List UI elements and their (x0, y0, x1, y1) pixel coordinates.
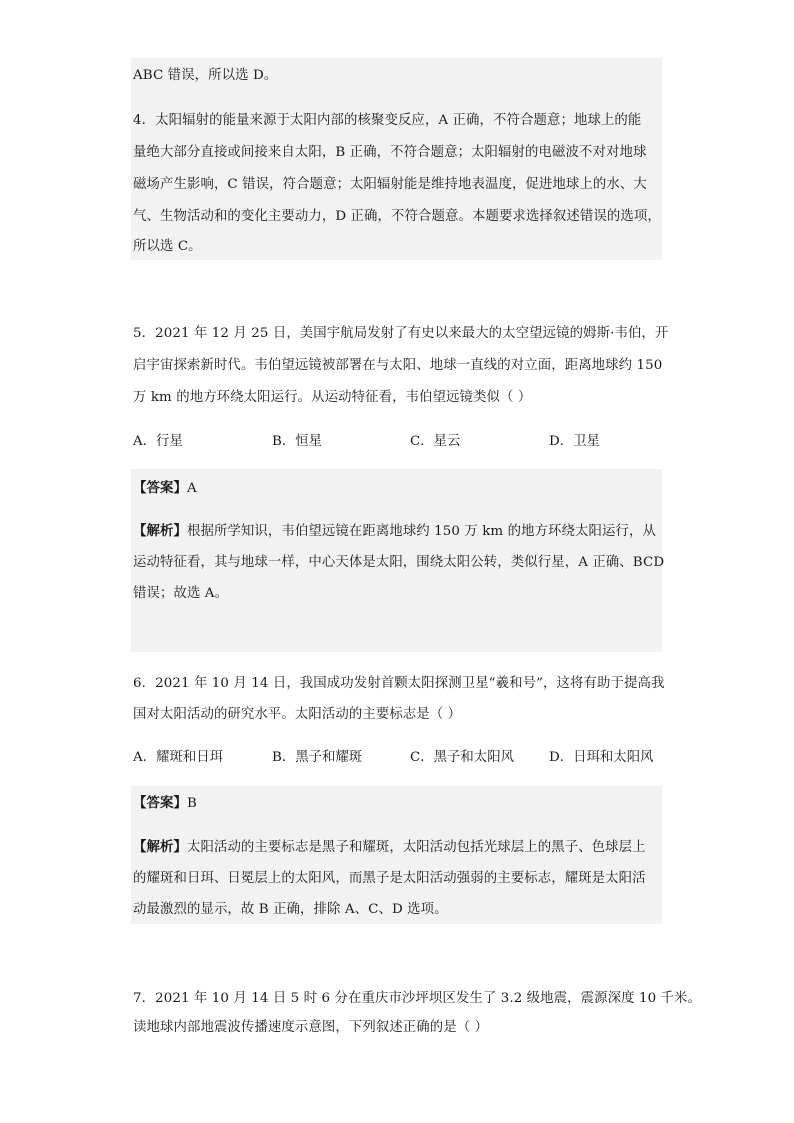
q4-explanation-line: 4．太阳辐射的能量来源于太阳内部的核聚变反应，A 正确，不符合题意；地球上的能 (133, 113, 642, 128)
q4-explanation-line: 所以选 C。 (133, 239, 202, 254)
q5-analysis-line: 运动特征看，其与地球一样，中心天体是太阳，围绕太阳公转，类似行星，A 正确、BCD (133, 555, 665, 570)
q5-stem-line: 启宇宙探索新时代。韦伯望远镜被部署在与太阳、地球一直线的对立面，距离地球约 150 (133, 358, 663, 373)
q6-option-c: C．黑子和太阳风 (410, 750, 514, 765)
q5-analysis-line (133, 521, 661, 542)
q4-explanation-line: 量绝大部分直接或间接来自太阳，B 正确，不符合题意；太阳辐射的电磁波不对对地球 (133, 145, 647, 160)
analysis-text: 太阳活动的主要标志是黑子和耀斑，太阳活动包括光球层上的黑子、色球层上 (186, 840, 646, 855)
q6-option-a: A．耀斑和日珥 (133, 750, 224, 765)
q6-option-b: B．黑子和耀斑 (272, 750, 363, 765)
answer-tag: 【答案】 (133, 480, 187, 496)
q5-option-c: C．星云 (410, 434, 461, 449)
analysis-tag: 【解析】 (133, 839, 187, 855)
q7-stem-line: 读地球内部地震波传播速度示意图，下列叙述正确的是（ ） (133, 1020, 489, 1035)
q6-analysis-line: 的耀斑和日珥、日冕层上的太阳风，而黑子是太阳活动强弱的主要标志，耀斑是太阳活 (133, 871, 646, 886)
analysis-tag: 【解析】 (133, 523, 187, 539)
q6-analysis-line (133, 837, 661, 858)
q5-stem-line: 5．2021 年 12 月 25 日，美国宇航局发射了有史以来最大的太空望远镜的姆斯·韦伯，开 (133, 326, 669, 341)
q6-answer (133, 793, 661, 814)
q5-answer (133, 478, 661, 499)
analysis-text: 根据所学知识，韦伯望远镜在距离地球约 150 万 km 的地方环绕太阳运行，从 (186, 524, 656, 539)
q5-option-d: D．卫星 (549, 434, 600, 449)
q7-stem-line: 7．2021 年 10 月 14 日 5 时 6 分在重庆市沙坪坝区发生了 3.2 级地震，震源深度 10 千米。 (133, 991, 702, 1006)
q5-stem-line: 万 km 的地方环绕太阳运行。从运动特征看，韦伯望远镜类似（ ） (133, 390, 532, 405)
q6-option-d: D．日珥和太阳风 (549, 750, 654, 765)
q6-stem-line: 6．2021 年 10 月 14 日，我国成功发射首颗太阳探测卫星“羲和号”，这将有助于提高我 (133, 676, 665, 691)
q6-stem-line: 国对太阳活动的研究水平。太阳活动的主要标志是（ ） (133, 707, 462, 722)
answer-value: B (186, 796, 197, 811)
answer-tag: 【答案】 (133, 795, 187, 811)
q6-analysis-line: 动最激烈的显示，故 B 正确，排除 A、C、D 选项。 (133, 902, 448, 917)
answer-value: A (186, 481, 197, 496)
q5-option-b: B．恒星 (272, 434, 323, 449)
q5-analysis-line: 错误；故选 A。 (133, 586, 229, 601)
q3-tail-text: ABC 错误，所以选 D。 (133, 68, 278, 83)
q4-explanation-line: 磁场产生影响，C 错误，符合题意；太阳辐射能是维持地表温度，促进地球上的水、大 (133, 177, 647, 192)
q5-option-a: A．行星 (133, 434, 183, 449)
q4-explanation-line: 气、生物活动和的变化主要动力，D 正确，不符合题意。本题要求选择叙述错误的选项， (133, 209, 661, 224)
